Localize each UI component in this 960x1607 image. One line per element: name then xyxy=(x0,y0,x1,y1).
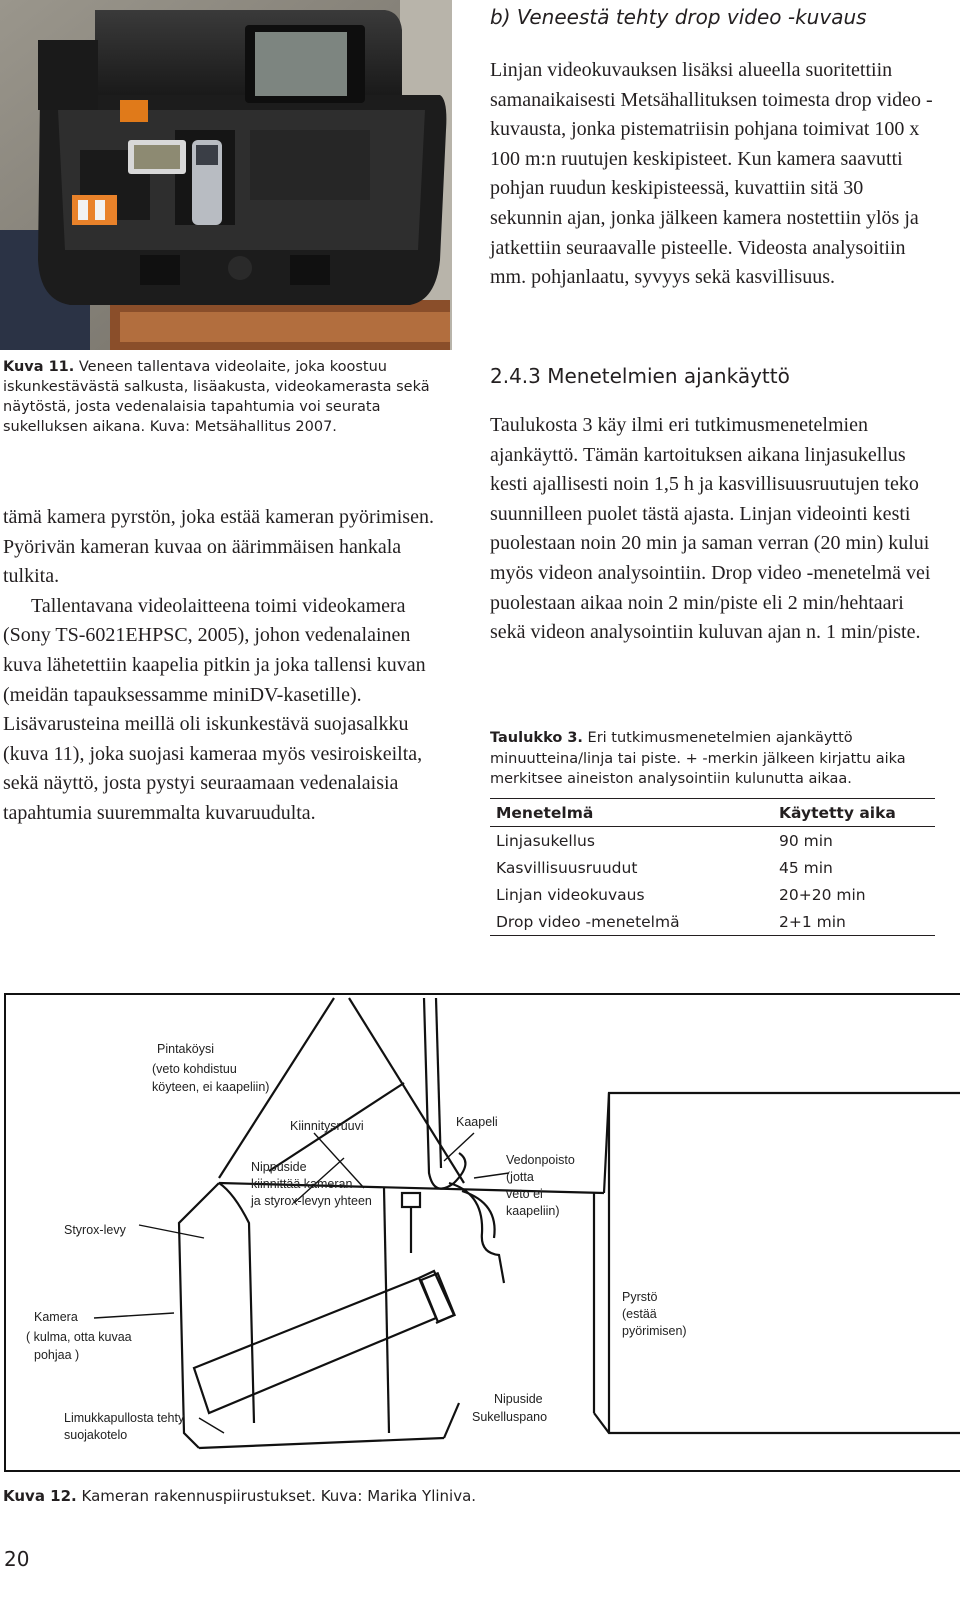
label-nippuside-2: kiinnittää kameran xyxy=(251,1177,353,1191)
label-sukelluspano: Sukelluspano xyxy=(472,1410,548,1424)
label-pyrsto-2: (estää xyxy=(622,1307,657,1321)
label-kamera-1: Kamera xyxy=(34,1310,78,1324)
table-3-caption-text: Eri tutkimusmenetelmien ajankäyttö minuutteina/linja tai piste. + -merkin jälkeen kirjattu aika merkitsee aineiston analysointiin kulunutta aikaa. xyxy=(490,730,906,787)
table-row xyxy=(490,827,935,855)
table-row xyxy=(490,908,935,936)
table-cell-method: Linjan videokuvaus xyxy=(496,885,645,904)
label-kaapeli: Kaapeli xyxy=(456,1115,498,1129)
table-cell-time: 45 min xyxy=(779,858,833,877)
figure-11-label: Kuva 11. xyxy=(3,359,75,375)
page-number: 20 xyxy=(4,1547,30,1571)
label-nippuside-3: ja styrox-levyn yhteen xyxy=(251,1194,372,1208)
table-cell-method: Kasvillisuusruudut xyxy=(496,858,638,877)
section-b-heading: b) Veneestä tehty drop video -kuvaus xyxy=(490,5,867,29)
table-3-caption xyxy=(490,728,938,790)
table-row xyxy=(490,854,935,881)
figure-12-caption xyxy=(3,1487,476,1505)
table-header-row xyxy=(490,799,935,827)
section-243-body xyxy=(490,411,935,648)
section-b-paragraph: Linjan videokuvauksen lisäksi alueella suoritettiin samanaikaisesti Metsähallituksen toimesta drop video -kuvausta, jonka pistematriisin pohjana toimivat 100 x 100 m:n ruutujen keskipisteet. Kun kamera saavutti pohjan ruudun keskipisteessä, kuvattiin sitä 30 sekunnin ajan, jonka jälkeen kamera nostettiin ylös ja jatkettiin seuraavalle pisteelle. Videosta analysoitiin mm. pohjanlaatu, syvyys sekä kasvillisuus. xyxy=(490,59,933,289)
section-b-body xyxy=(490,56,935,293)
figure-12-text: Kameran rakennuspiirustukset. Kuva: Marika Yliniva. xyxy=(81,1487,477,1505)
left-paragraph-1: tämä kamera pyrstön, joka estää kameran pyörimisen. Pyörivän kameran kuvaa on äärimmäisen hankala tulkita. xyxy=(3,506,434,588)
table-cell-time: 90 min xyxy=(779,831,833,850)
label-nipuside: Nipuside xyxy=(494,1392,543,1406)
figure-12-label: Kuva 12. xyxy=(3,1487,77,1505)
label-pintakoysi-3: köyteen, ei kaapeliin) xyxy=(152,1080,270,1094)
table-cell-method: Drop video -menetelmä xyxy=(490,908,773,936)
label-kiinnitysruuvi: Kiinnitysruuvi xyxy=(290,1119,364,1133)
section-243-paragraph: Taulukosta 3 käy ilmi eri tutkimusmenetelmien ajankäyttö. Tämän kartoituksen aikana linjasukellus kesti ajallisesti noin 1,5 h ja kasvillisuusruutujen teko suunnilleen puolet tästä ajasta. Linjan videointi kesti puolestaan noin 20 min ja saman verran (20 min) kului myös videon analysointiin. Drop video -menetelmä vei puolestaan aikaa noin 2 min/piste eli 2 min/hehtaari sekä videon analysointiin kuluvan ajan n. 1 min/piste. xyxy=(490,414,931,644)
label-kamera-2: ( kulma, otta kuvaa xyxy=(26,1330,132,1344)
table-header-method: Menetelmä xyxy=(490,799,773,827)
table-cell-time: 20+20 min xyxy=(779,885,866,904)
figure-11-text: Veneen tallentava videolaite, joka koostuu iskunkestävästä salkusta, lisäakusta, videokamerasta sekä näytöstä, josta vedenalaisia tapahtumia voi seurata sukelluksen aikana. Kuva: Metsähallitus 2007. xyxy=(3,359,430,435)
label-vedonpoisto-3: veto ei xyxy=(506,1187,543,1201)
label-nippuside-1: Nippuside xyxy=(251,1160,307,1174)
label-styrox: Styrox-levy xyxy=(64,1223,126,1237)
label-pyrsto-3: pyörimisen) xyxy=(622,1324,687,1338)
label-pintakoysi-1: Pintaköysi xyxy=(157,1042,214,1056)
label-kamera-3: pohjaa ) xyxy=(34,1348,80,1362)
table-cell-method: Linjasukellus xyxy=(496,831,595,850)
label-pintakoysi-2: (veto kohdistuu xyxy=(152,1062,237,1076)
label-vedonpoisto-4: kaapeliin) xyxy=(506,1204,560,1218)
label-vedonpoisto-2: (jotta xyxy=(506,1170,534,1184)
camera-construction-drawing xyxy=(4,993,960,1473)
case-photo-image xyxy=(0,0,452,350)
left-paragraph-2: Tallentavana videolaitteena toimi videokamera (Sony TS-6021EHPSC, 2005), johon vedenalainen kuva lähetettiin kaapelia pitkin ja joka tallensi kuvan (meidän tapauksessamme miniDV-kasetille). Lisävarusteina meillä oli iskunkestävä suojasalkku (kuva 11), joka suojasi kameraa myös vesiroiskeilta, sekä näyttö, josta pystyi seuraamaan vedenalaisia tapahtumia suuremmalta kuvaruudulta. xyxy=(3,594,426,824)
equipment-case-photo xyxy=(0,0,452,350)
label-limukka-1: Limukkapullosta tehty xyxy=(64,1411,185,1425)
label-vedonpoisto-1: Vedonpoisto xyxy=(506,1153,575,1167)
label-limukka-2: suojakotelo xyxy=(64,1428,128,1442)
table-3-label: Taulukko 3. xyxy=(490,730,583,746)
figure-11-caption xyxy=(3,357,453,437)
table-row xyxy=(490,881,935,908)
label-pyrsto-1: Pyrstö xyxy=(622,1290,658,1304)
table-header-time: Käytetty aika xyxy=(773,799,935,827)
table-cell-time: 2+1 min xyxy=(773,908,935,936)
left-column-body xyxy=(3,503,451,829)
section-243-heading: 2.4.3 Menetelmien ajankäyttö xyxy=(490,364,790,388)
table-3 xyxy=(490,798,935,936)
